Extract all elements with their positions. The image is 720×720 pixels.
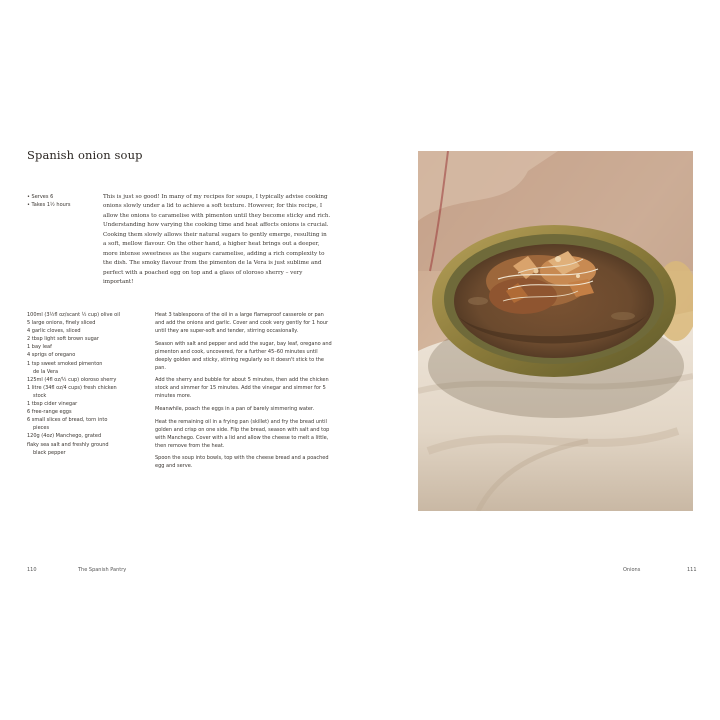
- ingredients-list: [27, 311, 152, 457]
- ingredient-item: 100ml (3½fl oz/scant ½ cup) olive oil: [27, 312, 120, 318]
- ingredient-item-cont: pieces: [33, 425, 50, 432]
- method-step: Spoon the soup into bowls, top with the cheese bread and a poached egg and serve.: [155, 455, 329, 470]
- ingredient-item-cont: de la Vera: [33, 368, 59, 375]
- soup-photo: [418, 151, 693, 511]
- ingredient-item: 6 free-range eggs: [27, 409, 72, 416]
- method-step: Heat the remaining oil in a frying pan (skillet) and fry the bread until golden and crisp on one side. Flip the bread, season with salt and top with Manchego. Cover with a lid and allow the cheese to melt a little, then remove from the heat.: [155, 418, 330, 449]
- ingredient-item: 5 large onions, finely sliced: [27, 320, 96, 327]
- method-steps: [155, 311, 333, 475]
- left-page-number: 110: [27, 567, 37, 573]
- recipe-title: Spanish onion soup: [27, 148, 143, 162]
- ingredient-item: 6 small slices of bread, torn into: [27, 417, 108, 424]
- right-page-number: 111: [687, 567, 697, 573]
- ingredient-item: 1 bay leaf: [27, 344, 52, 351]
- ingredient-item: 1 tsp sweet smoked pimenton: [27, 360, 103, 367]
- recipe-meta: [27, 194, 97, 209]
- ingredient-item: flaky sea salt and freshly ground: [27, 441, 109, 448]
- method-step: Heat 3 tablespoons of the oil in a large flameproof casserole or pan and add the onions and garlic. Cover and cook very gently for 1 hour until they are super-soft and tender, stirring occasionally.: [155, 312, 329, 335]
- recipe-intro: This is just so good! In many of my recipes for soups, I typically advise cooking onions slowly under a lid to achieve a soft texture. However, for this recipe, I allow the onions to caramelise with pimenton until they become sticky and rich. Understanding how varying the cooking time and heat affects onions is crucial. Cooking them slowly allows their natural sugars to gently emerge, resulting in a soft, mellow flavour. On the other hand, a higher heat brings out a deeper, more intense sweetness as the sugars caramelise, adding a rich complexity to the dish. The smoky flavour from the pimenton de la Vera is just sublime and perfect with a poached egg on top and a glass of oloroso sherry – very important!: [103, 194, 331, 286]
- ingredient-item: 125ml (4fl oz/½ cup) oloroso sherry: [27, 376, 117, 383]
- ingredient-item: 1 tbsp cider vinegar: [27, 401, 78, 408]
- ingredient-item-cont: black pepper: [33, 449, 66, 456]
- meta-time: • Takes 1½ hours: [27, 201, 71, 208]
- method-step: Season with salt and pepper and add the sugar, bay leaf, oregano and pimenton and cook, uncovered, for a further 45–60 minutes until deeply golden and sticky, stirring regularly so it doesn't stick to the pan.: [155, 340, 332, 371]
- ingredient-item: 4 sprigs of oregano: [27, 352, 76, 359]
- right-section-name: Onions: [623, 567, 641, 573]
- ingredient-item: 1 litre (34fl oz/4 cups) fresh chicken: [27, 384, 117, 391]
- ingredient-item: 2 tbsp light soft brown sugar: [27, 336, 99, 343]
- method-step: Meanwhile, poach the eggs in a pan of barely simmering water.: [155, 405, 315, 412]
- method-step: Add the sherry and bubble for about 5 minutes, then add the chicken stock and simmer for 15 minutes. Add the vinegar and simmer for 5 minutes more.: [155, 377, 329, 400]
- ingredient-item: 4 garlic cloves, sliced: [27, 328, 81, 335]
- ingredient-item: 120g (4oz) Manchego, grated: [27, 433, 102, 440]
- meta-serves: • Serves 6: [27, 194, 54, 200]
- ingredient-item-cont: stock: [33, 392, 47, 399]
- left-running-head: The Spanish Pantry: [78, 567, 127, 573]
